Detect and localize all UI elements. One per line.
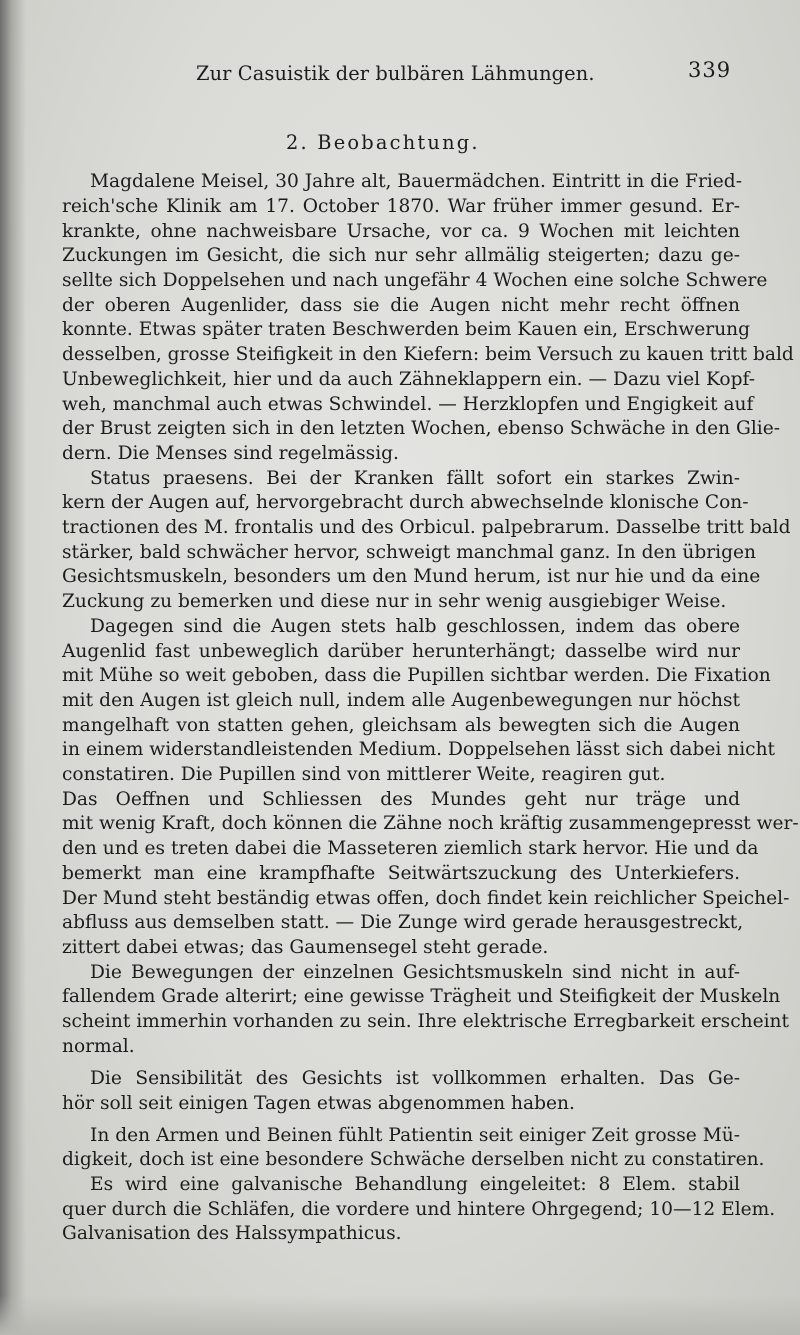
text-line: mangelhaft von statten gehen, gleichsam als bewegten sich die Augen (62, 715, 740, 736)
text-line: digkeit, doch ist eine besondere Schwäche derselben nicht zu constatiren. (62, 1149, 765, 1170)
text-line: Magdalene Meisel, 30 Jahre alt, Bauermädchen. Eintritt in die Fried- (90, 171, 742, 192)
section-title: 2. Beobachtung. (286, 131, 480, 154)
text-line: kern der Augen auf, hervorgebracht durch abwechselnde klonische Con- (62, 492, 749, 513)
text-line: mit den Augen ist gleich null, indem alle Augenbewegungen nur höchst (62, 690, 740, 711)
text-line: fallendem Grade alterirt; eine gewisse Trägheit und Steifigkeit der Muskeln (62, 986, 781, 1007)
text-line: Zuckung zu bemerken und diese nur in sehr wenig ausgiebiger Weise. (62, 591, 727, 612)
text-line: scheint immerhin vorhanden zu sein. Ihre elektrische Erregbarkeit erscheint (62, 1011, 789, 1032)
text-line: hör soll seit einigen Tagen etwas abgenommen haben. (62, 1093, 575, 1114)
text-line: mit wenig Kraft, doch können die Zähne noch kräftig zusammengepresst wer- (62, 813, 799, 834)
text-line: Die Sensibilität des Gesichts ist vollkommen erhalten. Das Ge- (90, 1068, 740, 1089)
text-line: Es wird eine galvanische Behandlung eingeleitet: 8 Elem. stabil (90, 1174, 740, 1195)
page-number: 339 (688, 58, 732, 82)
text-line: normal. (62, 1036, 135, 1057)
text-line: Augenlid fast unbeweglich darüber herunterhängt; dasselbe wird nur (62, 641, 740, 662)
text-line: desselben, grosse Steifigkeit in den Kiefern: beim Versuch zu kauen tritt bald (62, 344, 794, 365)
text-line: Die Bewegungen der einzelnen Gesichtsmuskeln sind nicht in auf- (90, 962, 740, 983)
text-line: weh, manchmal auch etwas Schwindel. — Herzklopfen und Engigkeit auf (62, 394, 754, 415)
text-line: krankte, ohne nachweisbare Ursache, vor ca. 9 Wochen mit leichten (62, 221, 740, 242)
text-line: Dagegen sind die Augen stets halb geschlossen, indem das obere (90, 616, 740, 637)
text-line: in einem widerstandleistenden Medium. Doppelsehen lässt sich dabei nicht (62, 739, 776, 760)
text-line: tractionen des M. frontalis und des Orbicul. palpebrarum. Dasselbe tritt bald (62, 517, 791, 538)
text-line: bemerkt man eine krampfhafte Seitwärtszuckung des Unterkiefers. (62, 863, 740, 884)
text-line: konnte. Etwas später traten Beschwerden beim Kauen ein, Erschwerung (62, 319, 751, 340)
text-line: Zuckungen im Gesicht, die sich nur sehr allmälig steigerten; dazu ge- (62, 245, 740, 266)
text-line: dern. Die Menses sind regelmässig. (62, 443, 399, 464)
text-line: reich'sche Klinik am 17. October 1870. War früher immer gesund. Er- (62, 196, 740, 217)
text-line: abfluss aus demselben statt. — Die Zunge wird gerade herausgestreckt, (62, 912, 744, 933)
running-head: Zur Casuistik der bulbären Lähmungen. (196, 62, 595, 85)
text-line: Der Mund steht beständig etwas offen, doch findet kein reichlicher Speichel- (62, 888, 790, 909)
text-line: Unbeweglichkeit, hier und da auch Zähneklappern ein. — Dazu viel Kopf- (62, 369, 755, 390)
text-line: Gesichtsmuskeln, besonders um den Mund herum, ist nur hie und da eine (62, 566, 761, 587)
text-line: sellte sich Doppelsehen und nach ungefähr 4 Wochen eine solche Schwere (62, 270, 768, 291)
text-line: Status praesens. Bei der Kranken fällt sofort ein starkes Zwin- (90, 468, 740, 489)
text-line: mit Mühe so weit geboben, dass die Pupillen sichtbar werden. Die Fixation (62, 665, 771, 686)
text-line: quer durch die Schläfen, die vordere und hintere Ohrgegend; 10—12 Elem. (62, 1199, 776, 1220)
text-line: In den Armen und Beinen fühlt Patientin seit einiger Zeit grosse Mü- (90, 1125, 740, 1146)
text-line: Galvanisation des Halssympathicus. (62, 1223, 402, 1244)
text-line: constatiren. Die Pupillen sind von mittlerer Weite, reagiren gut. (62, 764, 666, 785)
text-line: der oberen Augenlider, dass sie die Augen nicht mehr recht öffnen (62, 295, 740, 316)
text-line: Das Oeffnen und Schliessen des Mundes geht nur träge und (62, 789, 740, 810)
text-line: zittert dabei etwas; das Gaumensegel steht gerade. (62, 937, 549, 958)
text-line: den und es treten dabei die Masseteren ziemlich stark hervor. Hie und da (62, 838, 759, 859)
text-line: stärker, bald schwächer hervor, schweigt manchmal ganz. In den übrigen (62, 542, 756, 563)
text-line: der Brust zeigten sich in den letzten Wochen, ebenso Schwäche in den Glie- (62, 418, 781, 439)
